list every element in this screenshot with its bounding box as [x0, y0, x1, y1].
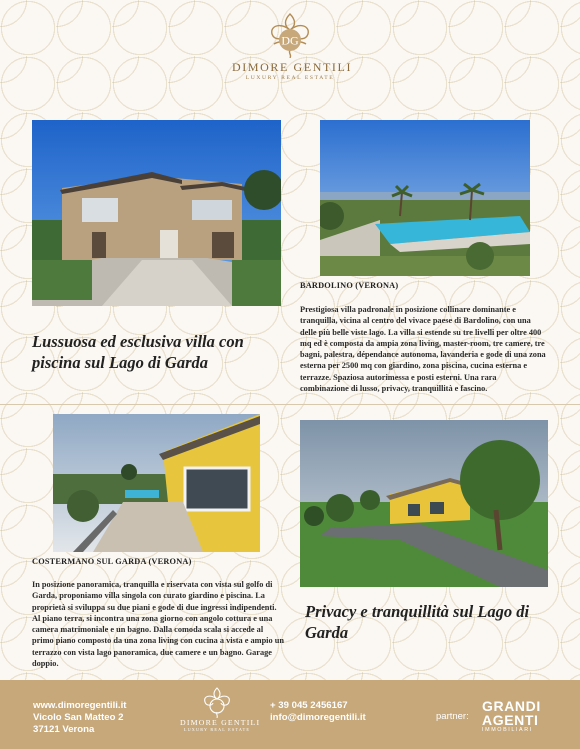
photo-villa-stone: [32, 120, 281, 306]
partner-label: partner:: [436, 711, 469, 722]
header-logo: [232, 10, 353, 96]
brand-name: DIMORE GENTILI: [232, 60, 353, 74]
listing1-location: BARDOLINO (VERONA): [300, 281, 399, 290]
svg-text:DG: DG: [281, 33, 299, 48]
photo-yellow-terrace: [53, 414, 260, 552]
partner-name-top: GRANDI: [482, 698, 541, 714]
fleur-ornament-icon: [197, 686, 237, 718]
brand-tagline: LUXURY REAL ESTATE: [245, 75, 335, 81]
footer-email[interactable]: info@dimoregentili.it: [270, 712, 366, 724]
photo-yellow-garden: [300, 420, 548, 587]
footer-phone[interactable]: + 39 045 2456167: [270, 700, 348, 711]
footer-logo: [180, 686, 261, 732]
listing2-headline: Privacy e tranquillità sul Lago di Garda: [305, 602, 530, 642]
partner-name-mid: AGENTI: [482, 712, 539, 728]
footer-brand-name: DIMORE GENTILI: [180, 718, 261, 727]
footer-address-line2: 37121 Verona: [33, 724, 95, 736]
listing2-description: In posizione panoramica, tranquilla e riservata con vista sul golfo di Garda, proponiamo villa singola con curato giardino e piscina. La proprietà si sviluppa su due piani e gode di due ingressi indipendenti. Al piano terra, si incontra una zona giorno con angolo cottura e una camera matrimoniale e un bagno. Dalla comoda scala si accede al primo piano composto da una zona living con cucina a vista e ampio un terrazzo con vista lago panoramica, due camere e un bagno. Garage doppio.: [32, 580, 284, 669]
listing1-description: Prestigiosa villa padronale in posizione collinare dominante e tranquilla, vicina al centro del vivace paese di Bardolino, con una delle più belle viste lago. La villa si estende su tre livelli per oltre 400 mq ed è composta da ampia zona living, master-room, tre camere, tre bagni, palestra, dépendance autonoma, lavanderia e gode di una zona esterna per 2500 mq con giardino, zona piscina, cucina esterna e terrazze. Spaziosa autorimessa e posti esterni. Una rara combinazione di lusso, privacy, tranquillità e fascino.: [300, 305, 546, 394]
listing2-location: COSTERMANO SUL GARDA (VERONA): [32, 557, 192, 566]
footer-brand-tagline: LUXURY REAL ESTATE: [183, 727, 251, 732]
partner-name-bottom: IMMOBILIARI: [482, 727, 533, 733]
footer-website[interactable]: www.dimoregentili.it: [33, 700, 127, 711]
fleur-ornament-icon: [260, 10, 320, 58]
photo-pool-lake: [320, 120, 530, 276]
section-divider: [0, 404, 580, 405]
footer-bar: [0, 680, 580, 749]
footer-address-line1: Vicolo San Matteo 2: [33, 712, 124, 724]
partner-logo: [482, 699, 552, 733]
listing1-headline: Lussuosa ed esclusiva villa con piscina sul Lago di Garda: [32, 332, 244, 372]
